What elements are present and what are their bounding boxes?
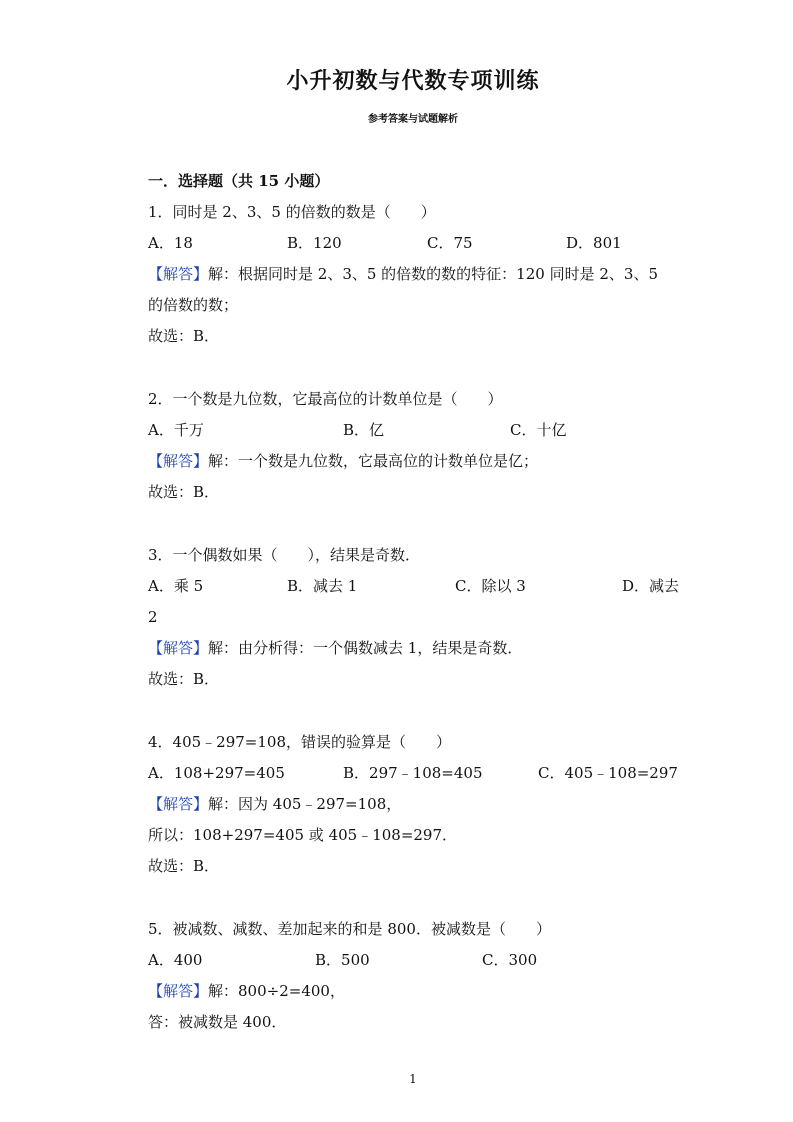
question-5-option-a: A．400 (148, 951, 203, 969)
answer-text: 解：因为 405﹣297=108， (208, 795, 402, 813)
question-1-stem: 1．同时是 2、3、5 的倍数的数是（ ） (148, 203, 436, 221)
question-1-option-d: D．801 (566, 234, 622, 252)
answer-text: 解：根据同时是 2、3、5 的倍数的数的特征：120 同时是 2、3、5 (208, 265, 658, 283)
question-3-option-d-wrap: 2 (148, 608, 158, 626)
question-5-answer-line-1 (148, 981, 345, 1001)
question-4-option-c: C．405﹣108=297 (538, 764, 678, 782)
question-3-stem: 3．一个偶数如果（ ），结果是奇数． (148, 546, 421, 564)
question-2-option-b: B．亿 (343, 421, 385, 439)
page-title: 小升初数与代数专项训练 (286, 68, 540, 94)
question-5-answer-line-2: 答：被减数是 400． (148, 1013, 287, 1031)
section-heading: 一．选择题（共 15 小题） (148, 172, 330, 190)
question-1-answer-line-1 (148, 264, 658, 284)
answer-text: 解：800÷2=400， (208, 982, 345, 1000)
answer-tag: 【解答】 (148, 795, 209, 813)
question-3-answer-line-2: 故选：B． (148, 670, 220, 688)
question-4-option-b: B．297﹣108=405 (343, 764, 483, 782)
question-3-option-c: C．除以 3 (455, 577, 526, 595)
question-2-option-c: C．十亿 (510, 421, 567, 439)
page-number: 1 (409, 1072, 417, 1086)
question-3-option-d: D．减去 (622, 577, 680, 595)
question-4-answer-line-2: 所以：108+297=405 或 405﹣108=297． (148, 826, 458, 844)
question-2-stem: 2．一个数是九位数，它最高位的计数单位是（ ） (148, 390, 503, 408)
question-4-option-a: A．108+297=405 (148, 764, 285, 782)
question-5-option-b: B．500 (315, 951, 370, 969)
question-3-answer-line-1 (148, 638, 522, 658)
question-5-option-c: C．300 (482, 951, 538, 969)
question-1-option-c: C．75 (427, 234, 473, 252)
question-1-option-b: B．120 (287, 234, 342, 252)
question-2-answer-line-1 (148, 451, 538, 471)
question-3-option-b: B．减去 1 (287, 577, 358, 595)
answer-tag: 【解答】 (148, 452, 209, 470)
answer-text: 解：一个数是九位数，它最高位的计数单位是亿； (208, 452, 539, 470)
page-subtitle: 参考答案与试题解析 (368, 114, 458, 125)
question-1-answer-line-3: 故选：B． (148, 327, 220, 345)
question-4-stem: 4．405﹣297=108，错误的验算是（ ） (148, 733, 452, 751)
question-5-stem: 5．被减数、减数、差加起来的和是 800．被减数是（ ） (148, 920, 551, 938)
answer-text: 解：由分析得：一个偶数减去 1，结果是奇数． (208, 639, 523, 657)
answer-tag: 【解答】 (148, 982, 209, 1000)
question-1-answer-line-2: 的倍数的数； (148, 296, 239, 314)
question-4-answer-line-1 (148, 794, 401, 814)
question-1-option-a: A．18 (148, 234, 193, 252)
question-3-option-a: A．乘 5 (148, 577, 204, 595)
question-4-answer-line-3: 故选：B． (148, 857, 220, 875)
question-2-option-a: A．千万 (148, 421, 204, 439)
answer-tag: 【解答】 (148, 265, 209, 283)
question-2-answer-line-2: 故选：B． (148, 483, 220, 501)
answer-tag: 【解答】 (148, 639, 209, 657)
